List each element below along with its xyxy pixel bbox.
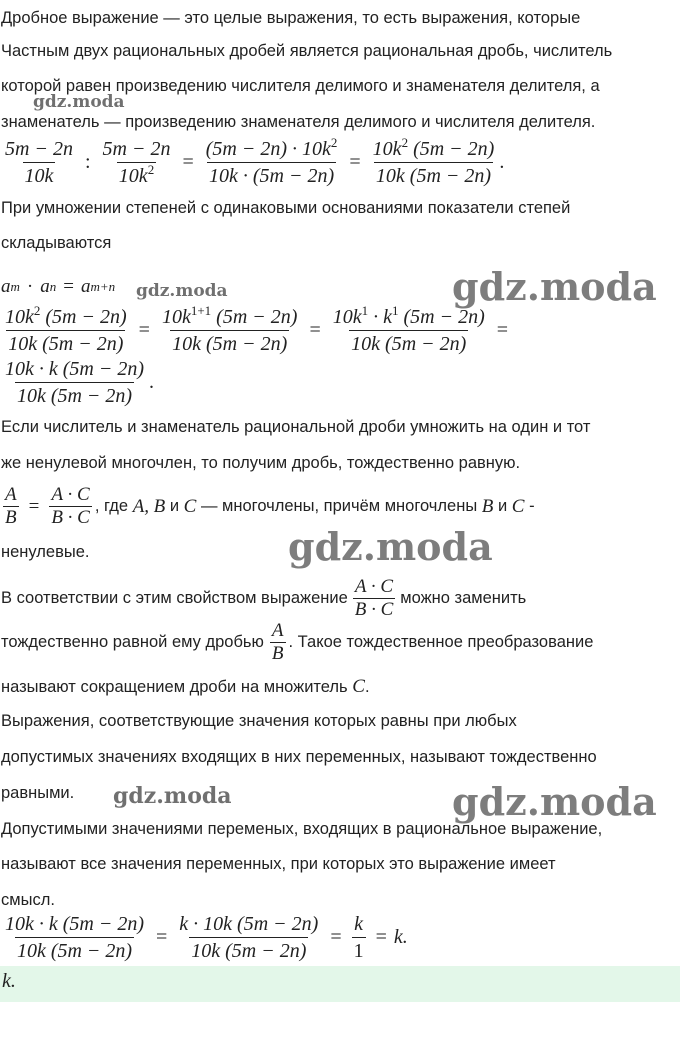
power-rule (1, 276, 115, 298)
exponent: 2 (147, 162, 155, 177)
text: и (497, 497, 508, 515)
exponent: m+n (90, 279, 116, 294)
math-expr: 10k (5m − 2n) (16, 940, 133, 962)
math-expr: 10k (5m − 2n) (16, 385, 133, 407)
operator: = (330, 926, 342, 948)
operator: = (28, 495, 40, 517)
watermark: gdz.moda (136, 281, 228, 301)
math-var: a (1, 276, 11, 297)
exponent: 1+1 (190, 303, 212, 318)
math-var: C (352, 676, 365, 697)
fraction (3, 304, 129, 357)
text-line: складываются (1, 234, 112, 252)
fraction (3, 356, 146, 409)
text-line: Дробное выражение — это целые выражения, то есть выражения, которые (1, 9, 581, 27)
math-expr: · k (368, 306, 392, 328)
period: . (149, 371, 155, 393)
fraction (270, 620, 286, 665)
math-expr: 10k (332, 306, 362, 328)
operator: = (138, 319, 150, 341)
text: — многочлены, причём многочлены (200, 497, 478, 515)
math-expr: 10k (5m − 2n) (191, 940, 307, 962)
watermark: gdz.moda (452, 779, 657, 824)
math-expr: 10k (5m − 2n) (172, 333, 288, 355)
fraction (160, 304, 300, 357)
text: - (529, 497, 535, 515)
text-line: Выражения, соответствующие значения которых равны при любых (1, 712, 517, 730)
math-expr: (5m − 2n) (216, 306, 298, 328)
text: можно заменить (400, 589, 527, 607)
equation-division (0, 136, 504, 189)
math-expr: 10k · k (5m − 2n) (5, 358, 145, 380)
exponent: 1 (361, 303, 369, 318)
math-expr: 5m − 2n (5, 138, 73, 160)
operator: = (156, 926, 168, 948)
exponent: 2 (401, 135, 409, 150)
math-var: C (183, 495, 197, 517)
fraction (204, 136, 340, 189)
exponent: n (49, 279, 57, 294)
equation-power-cont (0, 356, 154, 409)
text-line: равными. (1, 784, 75, 802)
math-var: k (354, 913, 364, 935)
text-line: Если числитель и знаменатель рациональной дроби умножить на один и тот (1, 418, 591, 436)
math-expr: 10k · k (5m − 2n) (5, 913, 145, 935)
exponent: 2 (330, 135, 338, 150)
fraction (3, 484, 19, 529)
math-expr: 10k (118, 165, 148, 187)
math-expr: 10k (161, 306, 191, 328)
operator: = (63, 276, 74, 297)
math-expr: 10k (5m − 2n) (375, 165, 492, 187)
answer-box (0, 966, 680, 1002)
text-line: Частным двух рациональных дробей является рациональная дробь, числитель (1, 42, 613, 60)
text-line (1, 676, 370, 698)
math-expr: 10k (5m − 2n) (351, 333, 467, 355)
text-line: смысл. (1, 891, 55, 909)
exponent: m (10, 279, 20, 294)
text-line: которой равен произведению числителя делимого и знаменателя делителя, а (1, 77, 600, 95)
math-expr: 5m − 2n (102, 138, 171, 160)
watermark: gdz.moda (452, 264, 657, 309)
text: тождественно равной ему дробью (1, 633, 264, 651)
operator: = (375, 926, 387, 948)
text-line: называют все значения переменных, при которых это выражение имеет (1, 855, 556, 873)
text-line (1, 620, 593, 665)
text-line: допустимых значениях входящих в них переменных, называют тождественно (1, 748, 597, 766)
text: и (169, 497, 180, 515)
math-expr: (5m − 2n) (403, 306, 485, 328)
math-var: A (271, 620, 284, 641)
text-line: же ненулевой многочлен, то получим дробь, тождественно равную. (1, 454, 521, 472)
fraction (3, 911, 146, 964)
operator: = (349, 151, 361, 173)
text-line: Допустимыми значениями переменых, входящих в рациональное выражение, (1, 820, 603, 838)
math-expr: A · C (51, 484, 90, 505)
math-expr: B · C (354, 599, 394, 620)
math-var: B (5, 507, 17, 528)
math-var: a (80, 276, 91, 297)
math-expr: (5m − 2n) (45, 306, 127, 328)
watermark: gdz.moda (113, 783, 232, 809)
period: . (499, 151, 505, 173)
fraction (3, 136, 75, 189)
math-expr: 10k (24, 165, 54, 187)
text-line: знаменатель — произведению знаменателя делимого и числителя делителя. (1, 113, 596, 131)
watermark: gdz.moda (33, 92, 125, 112)
math-expr: A · C (354, 576, 394, 597)
fraction (49, 484, 92, 529)
math-var: A (5, 484, 17, 505)
operator: = (182, 151, 194, 173)
fraction (101, 136, 173, 189)
equation-final (0, 911, 408, 964)
operator: : (84, 151, 91, 173)
fraction (353, 576, 396, 621)
math-expr: k · 10k (5m − 2n) (179, 913, 319, 935)
answer-text: k. (2, 970, 16, 992)
math-expr: B · C (51, 507, 90, 528)
text-line: ненулевые. (1, 543, 90, 561)
text: В соответствии с этим свойством выражение (1, 589, 348, 607)
math-var: B (153, 495, 166, 517)
operator: · (26, 276, 34, 297)
text-line (1, 576, 526, 621)
fraction (371, 136, 497, 189)
math-expr: (5m − 2n) · 10k (205, 138, 331, 160)
math-result: k. (393, 926, 408, 948)
math-var: a (40, 276, 50, 297)
fraction (352, 911, 366, 964)
math-var: B (481, 495, 494, 517)
text: . Такое тождественное преобразование (288, 633, 594, 651)
math-expr: 10k · (5m − 2n) (209, 165, 335, 187)
math-var: C (511, 495, 525, 517)
math-var: B (271, 643, 284, 664)
exponent: 1 (392, 303, 399, 318)
text: , где (94, 497, 129, 515)
text: называют сокращением дроби на множитель (1, 678, 348, 696)
operator: = (496, 319, 509, 341)
math-expr: (5m − 2n) (413, 138, 495, 160)
fraction (331, 304, 487, 357)
exponent: 2 (33, 303, 41, 318)
watermark: gdz.moda (288, 524, 493, 569)
fraction (177, 911, 320, 964)
math-num: 1 (352, 937, 366, 964)
math-var: A, (132, 495, 150, 517)
fraction-property (0, 484, 535, 529)
math-expr: 10k (5, 306, 34, 328)
operator: = (309, 319, 321, 341)
text: . (364, 678, 370, 696)
math-expr: 10k (5m − 2n) (8, 333, 124, 355)
equation-power (0, 304, 515, 357)
text-line: При умножении степеней с одинаковыми основаниями показатели степей (1, 199, 571, 217)
math-expr: 10k (372, 138, 402, 160)
